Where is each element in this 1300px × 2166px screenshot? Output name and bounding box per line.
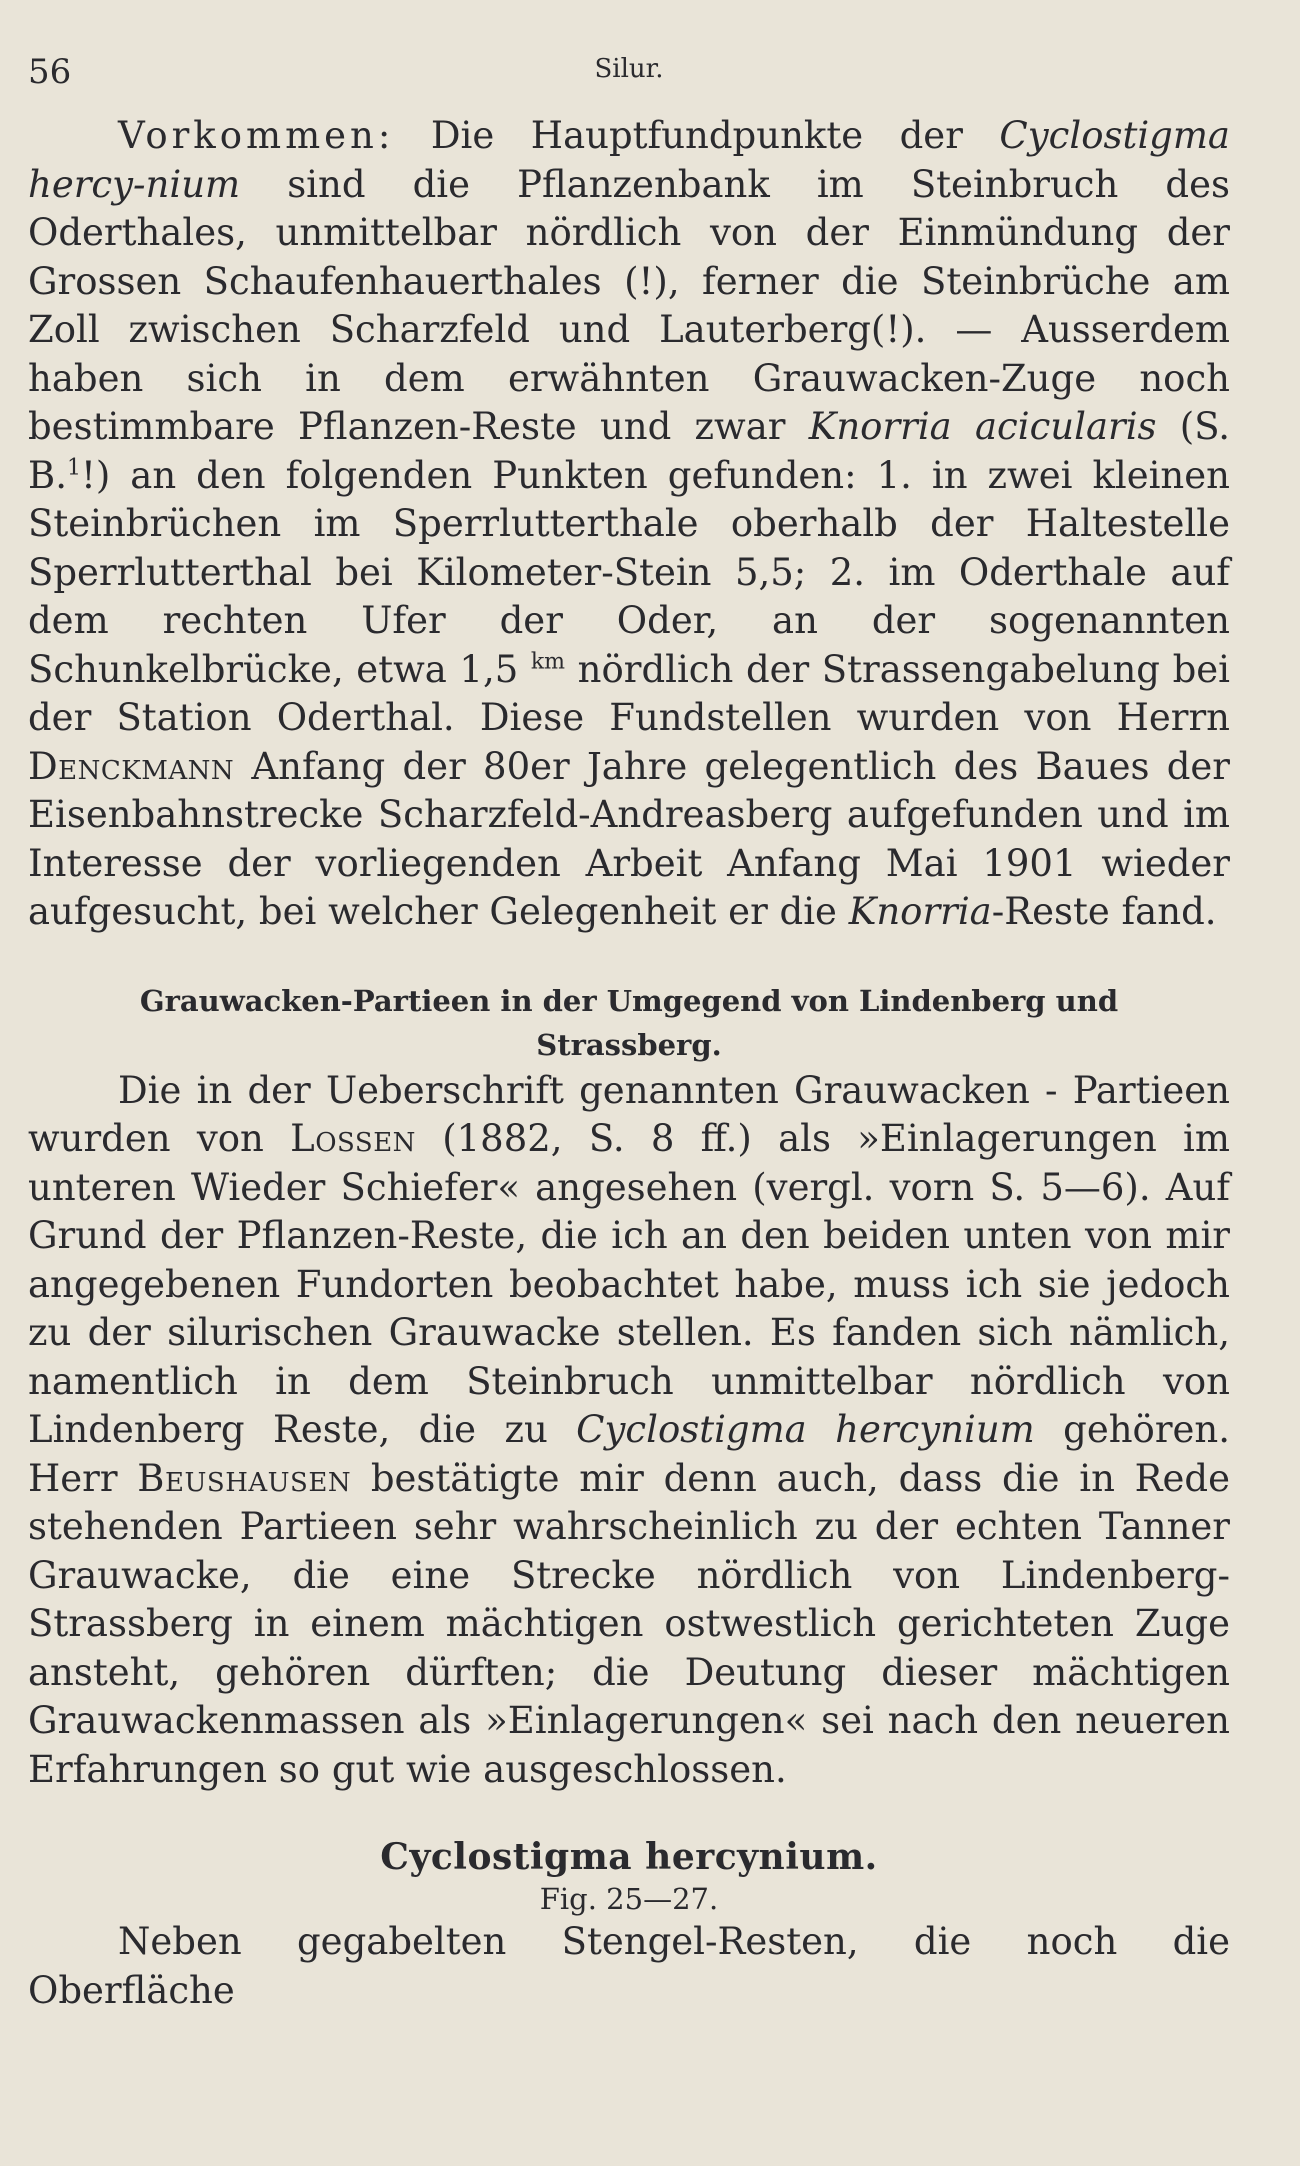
page-number: 56 (28, 52, 72, 92)
species-name: Cyclostigma hercy-nium (28, 114, 1230, 206)
text-run: sind die Pflanzenbank im Steinbruch des Oderthales, unmittelbar nördlich von der Einmündung der Grossen Schaufenhauerthales (!), ferner die Steinbrüche am Zoll zwischen Scharzfeld und Lauterberg(!). — Ausserdem haben sich in dem erwähnten Grauwacken-Zuge noch bestimmbare Pflanzen-Reste und zwar (28, 162, 1230, 448)
text-run: bestätigte mir denn auch, dass die in Rede stehenden Partieen sehr wahrscheinlich zu der echten Tanner Grauwacke, die eine Strecke nördlich von Lindenberg-Strassberg in einem mächtigen ostwestlich gerichteten Zuge ansteht, gehören dürften; die Deutung dieser mächtigen Grauwackenmassen als »Einlagerungen« sei nach den neueren Erfahrungen so gut wie ausgeschlossen. (28, 1456, 1230, 1791)
section-heading: Grauwacken-Partieen in der Umgegend von Lindenberg und Strassberg. (139, 983, 1119, 1062)
author-name: Denckmann (28, 744, 235, 788)
author-name: Lossen (290, 1117, 416, 1160)
text-run: (1882, S. 8 ff.) als »Einlagerungen im unteren Wieder Schiefer« angesehen (vergl. vorn S. 5—6). Auf Grund der Pflanzen-Reste, die ich an den beiden unten von mir angegebenen Fundorten beobachtet habe, muss ich sie jedoch zu der silurischen Grauwacke stellen. Es fanden sich nämlich, namentlich in dem Steinbruch unmittelbar nördlich von Lindenberg Reste, die zu (28, 1117, 1230, 1451)
species-name: Cyclostigma hercynium (576, 1408, 1035, 1451)
species-name: Knorria acicularis (808, 405, 1157, 448)
author-name: Beushausen (137, 1456, 352, 1500)
footnote-mark: 1 (66, 455, 81, 481)
unit-superscript: km (530, 649, 566, 675)
text-run: !) an den folgenden Punkten gefunden: 1. in zwei kleinen Steinbrüchen im Sperrlutterthale oberhalb der Haltestelle Sperrlutterthal bei Kilometer-Stein 5,5; 2. im Oderthale auf dem rechten Ufer der Oder, an der sogenannten Schunkelbrücke, etwa 1,5 (28, 453, 1230, 691)
lead-term: Vorkommen: (118, 114, 395, 157)
text-run: gehören. Herr (28, 1408, 1231, 1500)
figure-reference: Fig. 25—27. (539, 1882, 719, 1916)
paragraph-vorkommen (28, 112, 1230, 937)
species-heading: Cyclostigma hercynium. (380, 1836, 878, 1878)
text-run: Anfang der 80er Jahre gelegentlich des Baues der Eisenbahnstrecke Scharzfeld-Andreasberg aufgefunden und im Interesse der vorliegenden Arbeit Anfang Mai 1901 wieder aufgesucht, bei welcher Gelegenheit er die (28, 744, 1230, 933)
paragraph-grauwacken (28, 1067, 1230, 1795)
text-run: Die in der Ueberschrift genannten Grauwacken - Partieen wurden von (28, 1068, 1230, 1160)
text-run: nördlich der Strassengabelung bei der Station Oderthal. Diese Fundstellen wurden von Herrn (28, 647, 1230, 739)
running-title: Silur. (594, 54, 664, 84)
paragraph-neben: Neben gegabelten Stengel-Resten, die noch die Oberfläche (28, 1920, 1230, 2012)
text-run: Die Hauptfundpunkte der (394, 114, 1000, 157)
genus-name: Knorria (848, 890, 992, 933)
page-header (28, 52, 1230, 112)
text-run: (S. B. (28, 405, 1230, 497)
text-run: -Reste fand. (991, 890, 1217, 933)
